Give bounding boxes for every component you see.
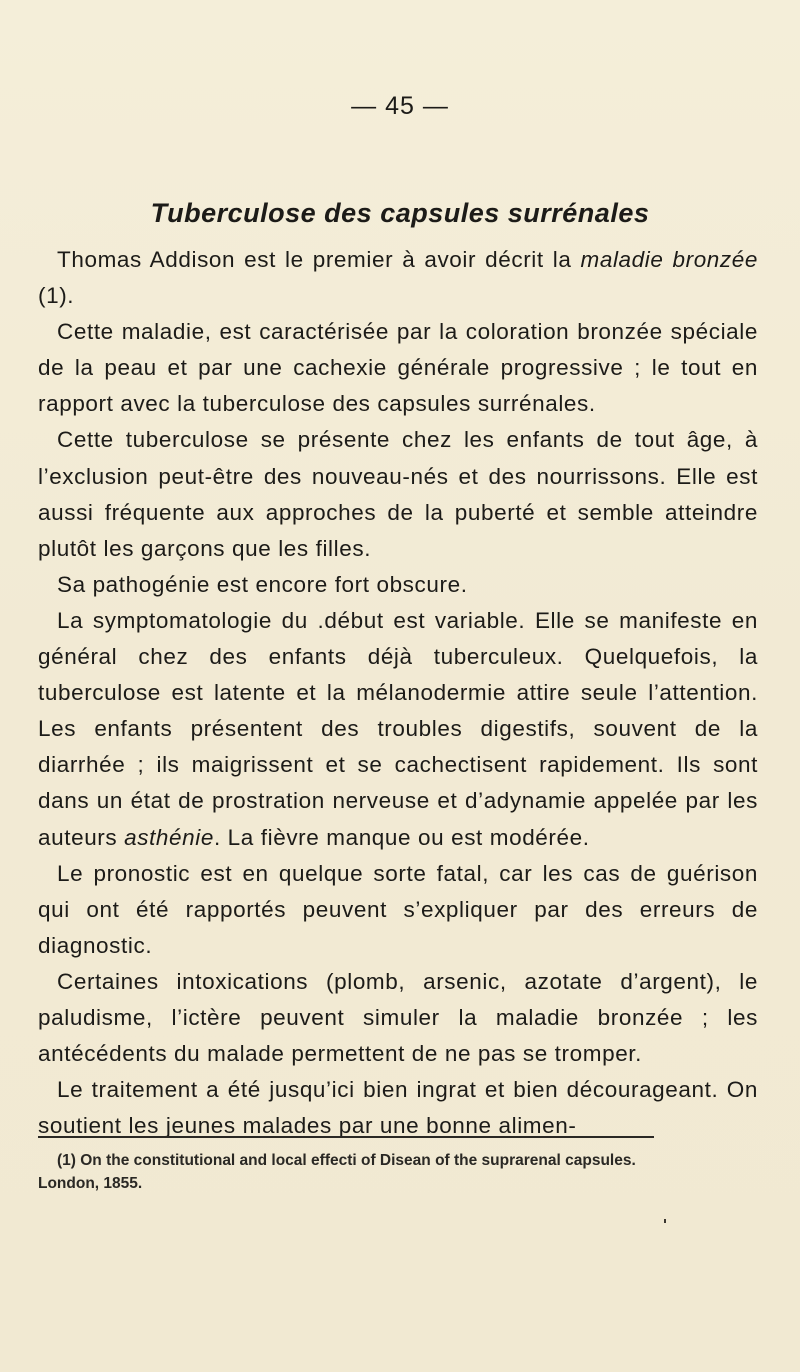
body-text: [38, 242, 758, 1144]
footnote-line-2: London, 1855.: [38, 1175, 143, 1192]
paragraph-text: La symptomatologie du .début est variable. Elle se manifeste en général chez des enfants déjà tuberculeux. Quelquefois, la tuberculose est latente et la mélanodermie attire seule l’attention. Les enfants présentent des troubles digestifs, souvent de la diarrhée ; ils maigrissent et se cachectisent rapidement. Ils sont dans un état de prostration nerveuse et d’adynamie appelée par les auteurs: [38, 607, 758, 850]
paper-speck: [664, 1219, 666, 1223]
paragraph: [38, 567, 758, 603]
chapter-title: Tuberculose des capsules surrénales: [150, 198, 650, 228]
footnote-line-1: (1) On the constitutional and local effecti of Disean of the suprarenal capsules.: [57, 1152, 636, 1169]
paragraph-text: Le traitement a été jusqu’ici bien ingrat et bien décourageant. On soutient les jeunes malades par une bonne alimen-: [38, 1077, 758, 1139]
paragraph-text: Cette tuberculose se présente chez les enfants de tout âge, à l’exclusion peut-être des nouveau-nés et des nourrissons. Elle est aussi fréquente aux approches de la puberté et semble atteindre plutôt les garçons que les filles.: [38, 427, 758, 561]
paragraph: [38, 964, 758, 1072]
paragraph-text: Certaines intoxications (plomb, arsenic, azotate d’argent), le paludisme, l’ictère peuvent simuler la maladie bronzée ; les antécédents du malade permettent de ne pas se tromper.: [38, 968, 758, 1067]
italic-term: asthénie: [124, 824, 214, 850]
paragraph-text: (1).: [38, 283, 75, 309]
paragraph: [38, 422, 758, 566]
paragraph-text: Sa pathogénie est encore fort obscure.: [57, 571, 468, 597]
paragraph: [38, 242, 758, 314]
paragraph-text: Cette maladie, est caractérisée par la coloration bronzée spéciale de la peau et par une cachexie générale progressive ; le tout en rapport avec la tuberculose des capsules surrénales.: [38, 319, 758, 417]
paragraph: [38, 314, 758, 422]
footnote: [38, 1150, 754, 1195]
page-number: — 45 —: [351, 92, 449, 120]
paragraph: [38, 1072, 758, 1144]
paragraph: [38, 856, 758, 964]
footnote-rule: [38, 1136, 654, 1138]
paragraph-text: Thomas Addison est le premier à avoir décrit la: [57, 247, 581, 272]
italic-term: maladie bronzée: [580, 247, 759, 272]
paragraph-text: Le pronostic est en quelque sorte fatal, car les cas de guérison qui ont été rapportés peuvent s’expliquer par des erreurs de diagnostic.: [38, 860, 758, 958]
paragraph-text: . La fièvre manque ou est modérée.: [213, 824, 590, 850]
paragraph: [38, 603, 758, 856]
